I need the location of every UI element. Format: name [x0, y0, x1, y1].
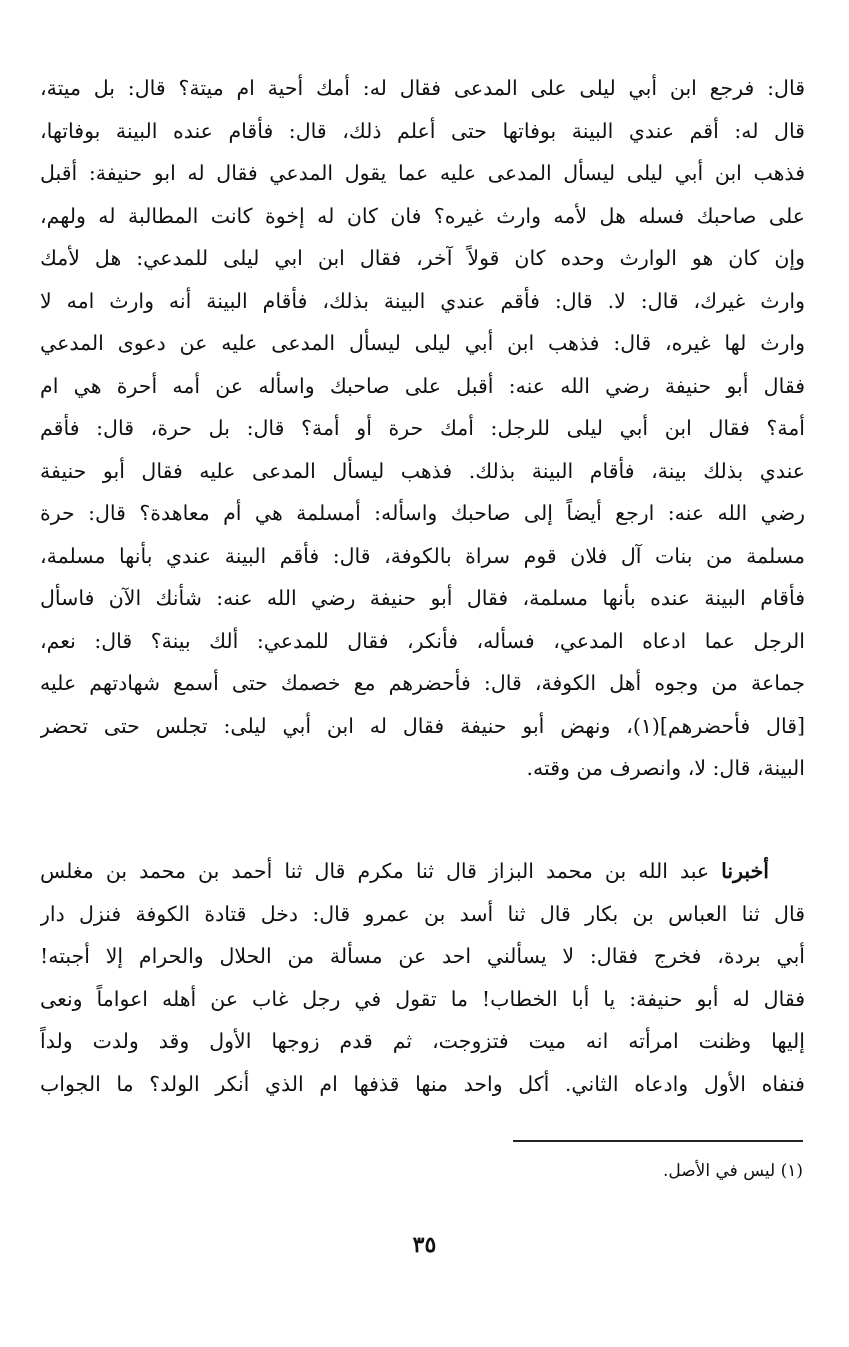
footnote-divider	[513, 1140, 803, 1142]
text-line-rest: عبد الله بن محمد البزاز قال ثنا مكرم قال ثنا أحمد بن محمد بن مغلس	[40, 859, 710, 883]
page-number: ٣٥	[412, 1232, 437, 1258]
paragraph-lead-word: أخبرنا	[721, 859, 769, 883]
text-line: وارث غيرك، قال: لا. قال: فأقم عندي البينة بذلك، فأقام البينة أنه وارث امه لا	[40, 288, 805, 313]
text-line: جماعة من وجوه أهل الكوفة، قال: فأحضرهم مع خصمك حتى أسمع شهادتهم عليه	[40, 671, 805, 695]
text-line: أبي بردة، فخرج فقال: لا يسألني احد عن مسألة من الحلال والحرام إلا أجبته!	[40, 944, 805, 968]
text-line: فنفاه الأول وادعاه الثاني. أكل واحد منها قذفها ام الذي أنكر الولد؟ ما الجواب	[40, 1071, 805, 1096]
text-line: مسلمة من بنات آل فلان قوم سراة بالكوفة، قال: فأقم البينة عندي بأنها مسلمة،	[40, 543, 805, 568]
text-line: البينة، قال: لا، وانصرف من وقته.	[526, 756, 805, 780]
text-line: فذهب ابن أبي ليلى ليسأل المدعى عليه عما يقول المدعي فقال له ابو حنيفة: أقبل	[40, 161, 805, 185]
text-line: قال: فرجع ابن أبي ليلى على المدعى فقال له: أمك أحية ام ميتة؟ قال: بل ميتة،	[40, 76, 805, 100]
paragraph-1	[40, 67, 805, 790]
footnote: (١) ليس في الأصل.	[662, 1161, 803, 1181]
text-line: عندي بذلك بينة، فأقام البينة بذلك. فذهب ليسأل المدعى عليه فقال أبو حنيفة	[40, 458, 805, 483]
text-line: فقال له أبو حنيفة: يا أبا الخطاب! ما تقول في رجل غاب عن أهله اعواماً ونعى	[40, 986, 805, 1011]
text-line: [قال فأحضرهم](١)، ونهض أبو حنيفة فقال له ابن أبي ليلى: تجلس حتى تحضر	[40, 713, 805, 738]
text-line: وإن كان هو الوارث وحده كان قولاً آخر، فقال ابن ابي ليلى للمدعي: هل لأمك	[40, 246, 805, 270]
text-line: على صاحبك فسله هل لأمه وارث غيره؟ فان كان له إخوة كانت المطالبة له ولهم،	[40, 203, 805, 228]
text-line: قال له: أقم عندي البينة بوفاتها حتى أعلم ذلك، قال: فأقام عنده البينة بوفاتها،	[40, 118, 805, 143]
text-line: رضي الله عنه: ارجع أيضاً إلى صاحبك واسأله: أمسلمة هي أم معاهدة؟ قال: حرة	[40, 501, 805, 525]
text-line: وارث لها غيره، قال: فذهب ابن أبي ليلى ليسأل المدعى عليه عن دعوى المدعي	[40, 331, 805, 355]
text-line: إليها وظنت امرأته انه ميت فتزوجت، ثم قدم زوجها الأول وقد ولدت ولداً	[40, 1029, 805, 1053]
text-line: فقال أبو حنيفة رضي الله عنه: أقبل على صاحبك واسأله عن أمه أحرة هي ام	[40, 373, 805, 398]
text-line: قال ثنا العباس بن بكار قال ثنا أسد بن عمرو قال: دخل قتادة الكوفة فنزل دار	[40, 901, 805, 926]
paragraph-2	[40, 850, 805, 1105]
text-line: فأقام البينة عنده بأنها مسلمة، فقال أبو حنيفة رضي الله عنه: شأنك الآن فاسأل	[40, 586, 805, 610]
text-line	[40, 850, 805, 893]
text-line: الرجل عما ادعاه المدعي، فسأله، فأنكر، فقال للمدعي: ألك بينة؟ قال: نعم،	[40, 628, 805, 653]
text-line: أمة؟ فقال ابن أبي ليلى للرجل: أمك حرة أو أمة؟ قال: بل حرة، قال: فأقم	[40, 416, 805, 440]
